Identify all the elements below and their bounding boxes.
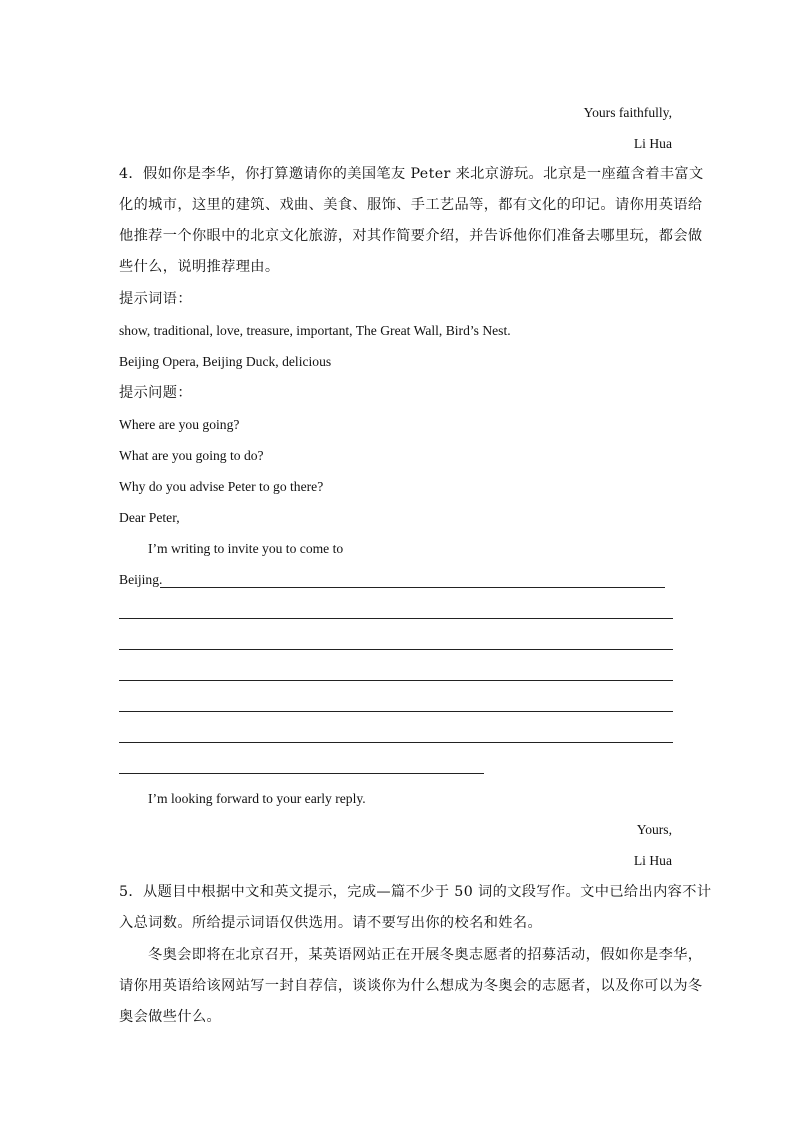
hint-question: Why do you advise Peter to go there? <box>119 479 324 494</box>
writing-line <box>160 587 665 588</box>
letter-salutation: Dear Peter, <box>119 510 180 525</box>
closing-signoff: Yours faithfully, <box>583 105 672 120</box>
q4-prompt-line: 他推荐一个你眼中的北京文化旅游，对其作简要介绍，并告诉他你们准备去哪里玩，都会做 <box>119 228 703 244</box>
hint-question: Where are you going? <box>119 417 240 432</box>
letter-closing-line: I’m looking forward to your early reply. <box>148 791 366 806</box>
writing-line <box>119 773 484 774</box>
hint-question: What are you going to do? <box>119 448 264 463</box>
closing-name: Li Hua <box>633 136 672 151</box>
letter-name: Li Hua <box>633 853 672 868</box>
q4-prompt-line: 4．假如你是李华，你打算邀请你的美国笔友 Peter 来北京游玩。北京是一座蕴含着丰富文 <box>119 166 704 182</box>
writing-line <box>119 680 673 681</box>
q5-prompt-line: 入总词数。所给提示词语仅供选用。请不要写出你的校名和姓名。 <box>119 915 543 931</box>
letter-first-word: Beijing. <box>119 572 163 587</box>
q5-prompt-line: 5．从题目中根据中文和英文提示，完成—篇不少于 50 词的文段写作。文中已给出内容不计 <box>119 884 712 900</box>
writing-line <box>119 711 673 712</box>
writing-line <box>119 742 673 743</box>
letter-opening: I’m writing to invite you to come to <box>148 541 344 556</box>
q5-paragraph-line: 冬奥会即将在北京召开，某英语网站正在开展冬奥志愿者的招募活动，假如你是李华， <box>148 947 703 963</box>
hint-words-line: Beijing Opera, Beijing Duck, delicious <box>119 354 332 369</box>
q4-prompt-line: 化的城市，这里的建筑、戏曲、美食、服饰、手工艺品等，都有文化的印记。请你用英语给 <box>119 197 703 213</box>
q5-paragraph-line: 奥会做些什么。 <box>119 1009 222 1025</box>
hint-words-label: 提示词语： <box>119 291 192 307</box>
q5-paragraph-line: 请你用英语给该网站写一封自荐信，谈谈你为什么想成为冬奥会的志愿者，以及你可以为冬 <box>119 978 703 994</box>
hint-words-line: show, traditional, love, treasure, important, The Great Wall, Bird’s Nest. <box>119 323 511 338</box>
writing-line <box>119 618 673 619</box>
letter-signoff: Yours, <box>636 822 672 837</box>
writing-line <box>119 649 673 650</box>
hint-questions-label: 提示问题： <box>119 385 192 401</box>
q4-prompt-line: 些什么，说明推荐理由。 <box>119 259 280 275</box>
